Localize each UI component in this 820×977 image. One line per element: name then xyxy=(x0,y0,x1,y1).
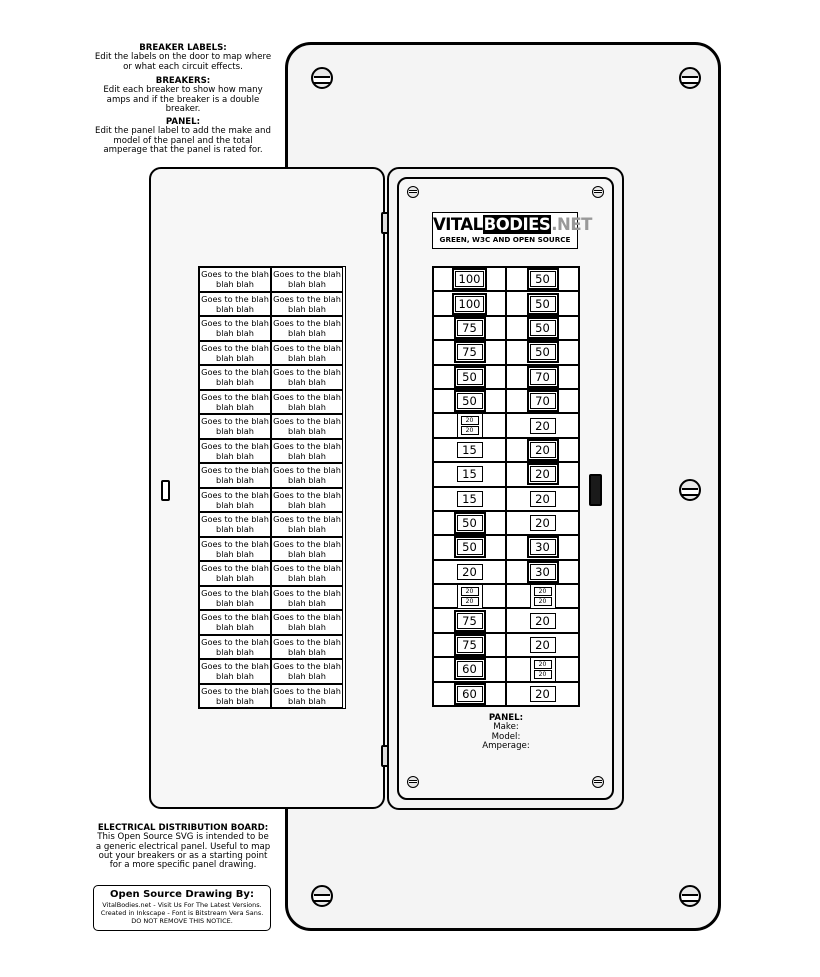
logo-net: .NET xyxy=(551,215,592,234)
circuit-label[interactable]: Goes to the blah blah blah xyxy=(271,561,343,586)
tandem-breaker-rating: 20 xyxy=(461,597,479,606)
tandem-breaker-rating: 20 xyxy=(534,597,552,606)
breaker-row xyxy=(433,316,579,340)
breaker-slot xyxy=(506,413,579,437)
double-breaker[interactable]: 50 xyxy=(457,515,483,531)
single-breaker[interactable]: 20 xyxy=(530,613,556,629)
double-breaker[interactable]: 20 xyxy=(530,442,556,458)
tandem-breaker-rating: 20 xyxy=(534,660,552,669)
tandem-breaker[interactable] xyxy=(457,584,483,609)
breaker-slot xyxy=(506,682,579,706)
breaker-labels-note xyxy=(93,44,273,72)
breaker-slot xyxy=(433,487,506,511)
note-line: amperage that the panel is rated for. xyxy=(103,144,263,155)
double-breaker[interactable]: 100 xyxy=(455,296,485,312)
single-breaker[interactable]: 20 xyxy=(530,515,556,531)
breaker-row xyxy=(433,487,579,511)
breaker-slot xyxy=(506,511,579,535)
breaker-slot xyxy=(433,657,506,681)
breaker-slot xyxy=(506,560,579,584)
double-breaker[interactable]: 75 xyxy=(457,344,483,360)
circuit-label[interactable]: Goes to the blah blah blah xyxy=(271,267,343,292)
enclosure-screw-icon xyxy=(679,479,701,501)
enclosure-screw-icon xyxy=(311,67,333,89)
double-breaker[interactable]: 75 xyxy=(457,613,483,629)
note-line: Edit the panel label to add the make and xyxy=(95,126,271,137)
breaker-grid xyxy=(432,266,580,707)
note-line: a generic electrical panel. Useful to map xyxy=(95,841,271,852)
double-breaker[interactable]: 60 xyxy=(457,661,483,677)
circuit-label[interactable]: Goes to the blah blah blah xyxy=(199,537,271,562)
circuit-label[interactable]: Goes to the blah blah blah xyxy=(199,390,271,415)
logo-tagline: GREEN, W3C AND OPEN SOURCE xyxy=(439,235,571,244)
panel-make: Make: xyxy=(493,722,519,733)
single-breaker[interactable]: 20 xyxy=(530,491,556,507)
breaker-slot xyxy=(506,584,579,608)
note-line: This Open Source SVG is intended to be xyxy=(97,832,269,843)
enclosure-screw-icon xyxy=(311,885,333,907)
tandem-breaker-rating: 20 xyxy=(461,416,479,425)
circuit-label[interactable]: Goes to the blah blah blah xyxy=(271,684,343,709)
single-breaker[interactable]: 15 xyxy=(457,491,483,507)
circuit-label[interactable]: Goes to the blah blah blah xyxy=(199,586,271,611)
breaker-slot xyxy=(433,633,506,657)
panel-note-heading: PANEL: xyxy=(165,117,201,127)
credit-line: Created in Inkscape - Font is Bitstream Vera Sans. xyxy=(100,909,264,917)
logo-bodies: BODIES xyxy=(483,215,551,234)
breaker-row xyxy=(433,633,579,657)
breaker-slot xyxy=(506,438,579,462)
breaker-row xyxy=(433,584,579,608)
single-breaker[interactable]: 20 xyxy=(530,418,556,434)
breaker-row xyxy=(433,657,579,681)
circuit-label[interactable]: Goes to the blah blah blah xyxy=(271,488,343,513)
deadfront-screw-icon xyxy=(592,186,604,198)
note-line: amps and if the breaker is a double xyxy=(106,94,260,105)
circuit-label[interactable]: Goes to the blah blah blah xyxy=(271,635,343,660)
note-line: breaker. xyxy=(165,103,201,114)
circuit-label[interactable]: Goes to the blah blah blah xyxy=(271,365,343,390)
panel-amperage: Amperage: xyxy=(482,740,530,751)
credit-line: DO NOT REMOVE THIS NOTICE. xyxy=(131,917,233,925)
circuit-label[interactable]: Goes to the blah blah blah xyxy=(271,463,343,488)
circuit-label[interactable]: Goes to the blah blah blah xyxy=(271,512,343,537)
double-breaker[interactable]: 20 xyxy=(530,466,556,482)
single-breaker[interactable]: 15 xyxy=(457,442,483,458)
circuit-label[interactable]: Goes to the blah blah blah xyxy=(199,414,271,439)
single-breaker[interactable]: 20 xyxy=(457,564,483,580)
breaker-slot xyxy=(433,340,506,364)
note-line: Edit the labels on the door to map where xyxy=(94,52,272,63)
deadfront-screw-icon xyxy=(407,776,419,788)
tandem-breaker[interactable] xyxy=(530,584,556,609)
panel-note xyxy=(93,118,273,155)
distribution-board-note xyxy=(93,824,273,870)
breaker-slot xyxy=(506,365,579,389)
circuit-label[interactable]: Goes to the blah blah blah xyxy=(199,488,271,513)
circuit-label[interactable]: Goes to the blah blah blah xyxy=(199,635,271,660)
circuit-label[interactable]: Goes to the blah blah blah xyxy=(271,292,343,317)
breaker-slot xyxy=(506,291,579,315)
double-breaker[interactable]: 75 xyxy=(457,637,483,653)
tandem-breaker-rating: 20 xyxy=(461,426,479,435)
panel-info-label xyxy=(461,714,551,751)
breaker-slot xyxy=(506,657,579,681)
breaker-row xyxy=(433,560,579,584)
circuit-label[interactable]: Goes to the blah blah blah xyxy=(199,684,271,709)
breaker-slot xyxy=(506,633,579,657)
breaker-row xyxy=(433,438,579,462)
breaker-row xyxy=(433,340,579,364)
tandem-breaker-rating: 20 xyxy=(534,670,552,679)
double-breaker[interactable]: 50 xyxy=(530,271,556,287)
breakers-note xyxy=(93,77,273,114)
note-line: Edit each breaker to show how many xyxy=(103,85,263,96)
breaker-slot xyxy=(433,462,506,486)
enclosure-screw-icon xyxy=(679,885,701,907)
breaker-slot xyxy=(433,438,506,462)
circuit-label[interactable]: Goes to the blah blah blah xyxy=(199,316,271,341)
door-latch-handle[interactable] xyxy=(161,480,170,501)
circuit-label[interactable]: Goes to the blah blah blah xyxy=(199,341,271,366)
breaker-slot xyxy=(506,267,579,291)
breaker-slot xyxy=(506,316,579,340)
panel-model: Model: xyxy=(491,731,521,742)
double-breaker[interactable]: 50 xyxy=(457,539,483,555)
double-breaker[interactable]: 50 xyxy=(457,369,483,385)
circuit-label[interactable]: Goes to the blah blah blah xyxy=(271,341,343,366)
enclosure-screw-icon xyxy=(679,67,701,89)
circuit-label[interactable]: Goes to the blah blah blah xyxy=(199,267,271,292)
circuit-label[interactable]: Goes to the blah blah blah xyxy=(271,316,343,341)
breaker-labels-heading: BREAKER LABELS: xyxy=(139,43,227,53)
double-breaker[interactable]: 50 xyxy=(530,320,556,336)
breaker-row xyxy=(433,535,579,559)
circuit-label[interactable]: Goes to the blah blah blah xyxy=(199,561,271,586)
breaker-slot xyxy=(506,340,579,364)
deadfront-screw-icon xyxy=(407,186,419,198)
double-breaker[interactable]: 30 xyxy=(530,539,556,555)
circuit-label[interactable]: Goes to the blah blah blah xyxy=(271,414,343,439)
double-breaker[interactable]: 50 xyxy=(530,296,556,312)
vitalbodies-logo xyxy=(432,212,592,249)
double-breaker[interactable]: 70 xyxy=(530,393,556,409)
breaker-slot xyxy=(506,535,579,559)
tandem-breaker[interactable] xyxy=(457,413,483,438)
double-breaker[interactable]: 50 xyxy=(457,393,483,409)
breakers-heading: BREAKERS: xyxy=(155,76,211,86)
breaker-slot xyxy=(433,682,506,706)
panel-info-heading: PANEL: xyxy=(488,713,524,723)
breaker-slot xyxy=(433,267,506,291)
breaker-slot xyxy=(433,365,506,389)
breaker-row xyxy=(433,365,579,389)
breaker-slot xyxy=(433,560,506,584)
main-switch-handle[interactable] xyxy=(589,474,602,506)
circuit-label[interactable]: Goes to the blah blah blah xyxy=(199,463,271,488)
circuit-label[interactable]: Goes to the blah blah blah xyxy=(199,610,271,635)
tandem-breaker[interactable] xyxy=(530,657,556,682)
breaker-slot xyxy=(506,389,579,413)
single-breaker[interactable]: 20 xyxy=(530,637,556,653)
note-line: for a more specific panel drawing. xyxy=(109,860,257,871)
tandem-breaker-rating: 20 xyxy=(534,587,552,596)
breaker-slot xyxy=(506,462,579,486)
credit-title: Open Source Drawing By: xyxy=(110,889,254,900)
double-breaker[interactable]: 50 xyxy=(530,344,556,360)
circuit-label[interactable]: Goes to the blah blah blah xyxy=(199,659,271,684)
double-breaker[interactable]: 30 xyxy=(530,564,556,580)
credit-notice xyxy=(93,885,271,931)
breaker-slot xyxy=(433,511,506,535)
circuit-label[interactable]: Goes to the blah blah blah xyxy=(199,512,271,537)
circuit-label[interactable]: Goes to the blah blah blah xyxy=(271,537,343,562)
logo-vital: VITAL xyxy=(433,215,483,234)
circuit-label[interactable]: Goes to the blah blah blah xyxy=(271,439,343,464)
breaker-slot xyxy=(433,608,506,632)
distribution-board-heading: ELECTRICAL DISTRIBUTION BOARD: xyxy=(97,823,269,833)
breaker-row xyxy=(433,413,579,437)
single-breaker[interactable]: 20 xyxy=(530,686,556,702)
breaker-row xyxy=(433,682,579,706)
circuit-label[interactable]: Goes to the blah blah blah xyxy=(271,586,343,611)
note-line: or what each circuit effects. xyxy=(123,61,243,72)
double-breaker[interactable]: 70 xyxy=(530,369,556,385)
breaker-slot xyxy=(433,584,506,608)
breaker-row xyxy=(433,389,579,413)
breaker-slot xyxy=(433,413,506,437)
deadfront-screw-icon xyxy=(592,776,604,788)
note-line: out your breakers or as a starting point xyxy=(98,850,268,861)
circuit-label[interactable]: Goes to the blah blah blah xyxy=(199,439,271,464)
circuit-label[interactable]: Goes to the blah blah blah xyxy=(199,292,271,317)
circuit-label[interactable]: Goes to the blah blah blah xyxy=(271,659,343,684)
double-breaker[interactable]: 100 xyxy=(455,271,485,287)
breaker-row xyxy=(433,511,579,535)
breaker-slot xyxy=(506,608,579,632)
double-breaker[interactable]: 75 xyxy=(457,320,483,336)
breaker-row xyxy=(433,462,579,486)
breaker-label-directory xyxy=(198,266,346,709)
breaker-row xyxy=(433,267,579,291)
breaker-row xyxy=(433,291,579,315)
note-line: model of the panel and the total xyxy=(113,135,253,146)
circuit-label[interactable]: Goes to the blah blah blah xyxy=(271,610,343,635)
credit-line: VitalBodies.net - Visit Us For The Latest Versions. xyxy=(102,901,262,909)
breaker-slot xyxy=(433,535,506,559)
breaker-row xyxy=(433,608,579,632)
circuit-label[interactable]: Goes to the blah blah blah xyxy=(271,390,343,415)
single-breaker[interactable]: 15 xyxy=(457,466,483,482)
double-breaker[interactable]: 60 xyxy=(457,686,483,702)
breaker-slot xyxy=(433,389,506,413)
circuit-label[interactable]: Goes to the blah blah blah xyxy=(199,365,271,390)
tandem-breaker-rating: 20 xyxy=(461,587,479,596)
breaker-slot xyxy=(433,291,506,315)
breaker-slot xyxy=(506,487,579,511)
breaker-slot xyxy=(433,316,506,340)
